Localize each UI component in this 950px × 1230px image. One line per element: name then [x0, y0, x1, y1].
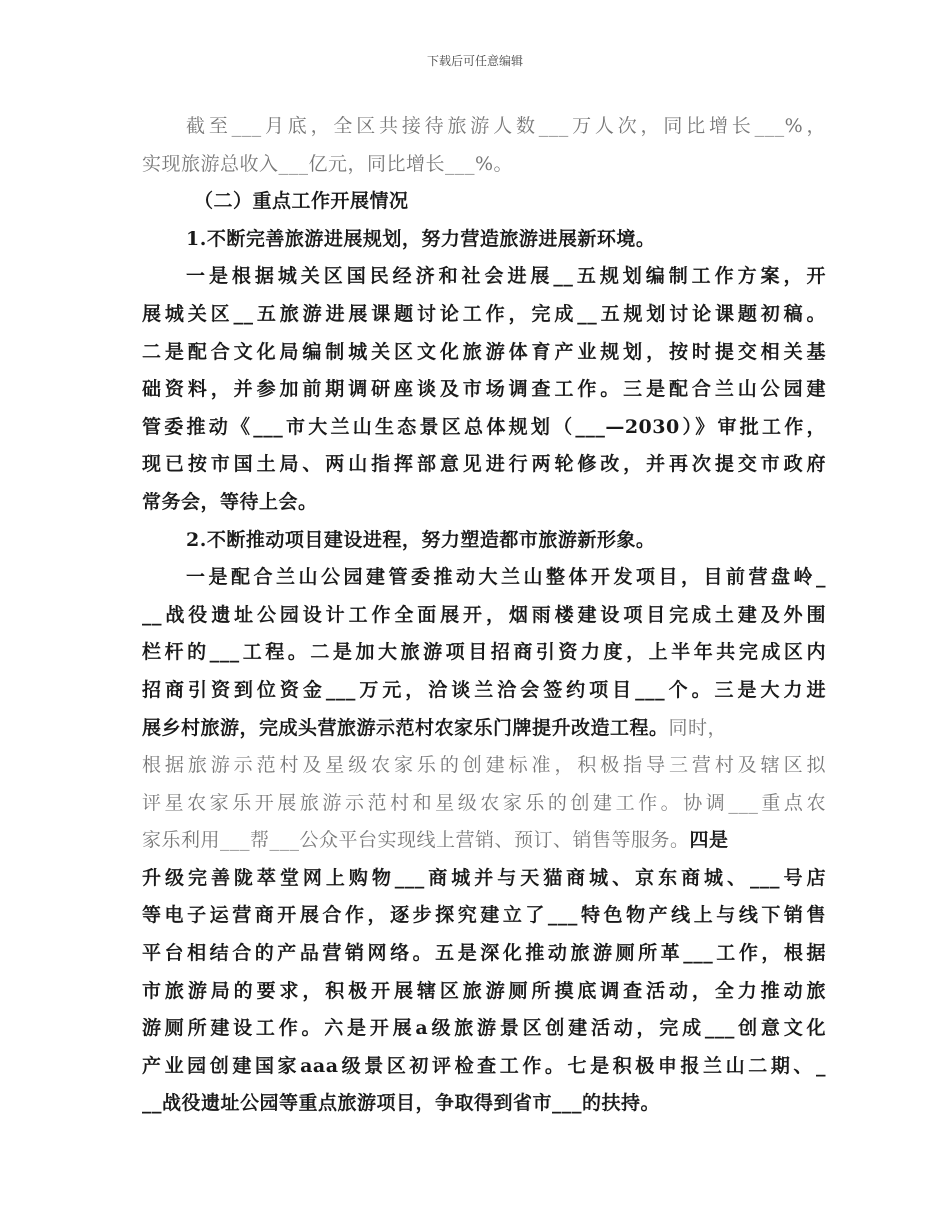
- paragraph-line: 一是配合兰山公园建管委推动大兰山整体开发项目，目前营盘岭_: [186, 566, 826, 589]
- section-heading: （二）重点工作开展情况: [194, 190, 409, 213]
- subsection-heading: 1.不断完善旅游进展规划，努力营造旅游进展新环境。: [186, 227, 656, 250]
- paragraph-line: 截至___月底，全区共接待旅游人数___万人次，同比增长___%，: [186, 115, 826, 137]
- paragraph-segment: 展乡村旅游，完成头营旅游示范村农家乐门牌提升改造工程。: [142, 716, 669, 739]
- document-body: [142, 108, 826, 1123]
- subsection-heading: 2.不断推动项目建设进程，努力塑造都市旅游新形象。: [186, 528, 656, 551]
- paragraph-line: 平台相结合的产品营销网络。五是深化推动旅游厕所革___工作，根据: [142, 942, 826, 965]
- paragraph-line: 游厕所建设工作。六是开展a级旅游景区创建活动，完成___创意文化: [142, 1017, 826, 1040]
- paragraph-line-mixed: [142, 710, 826, 748]
- paragraph-line: 等电子运营商开展合作，逐步探究建立了___特色物产线上与线下销售: [142, 904, 826, 927]
- paragraph-line: 评星农家乐开展旅游示范村和星级农家乐的创建工作。协调___重点农: [142, 791, 826, 814]
- paragraph-line: 招商引资到位资金___万元，洽谈兰洽会签约项目___个。三是大力进: [142, 678, 826, 701]
- paragraph-line-mixed: [142, 822, 826, 860]
- paragraph-line: 现已按市国土局、两山指挥部意见进行两轮修改，并再次提交市政府: [142, 453, 826, 476]
- paragraph-line: __战役遗址公园设计工作全面展开，烟雨楼建设项目完成土建及外围: [142, 603, 826, 626]
- paragraph-line: 一是根据城关区国民经济和社会进展__五规划编制工作方案，开: [186, 265, 826, 288]
- paragraph-line: 根据旅游示范村及星级农家乐的创建标准，积极指导三营村及辖区拟: [142, 754, 826, 777]
- paragraph-line: 础资料，并参加前期调研座谈及市场调查工作。三是配合兰山公园建: [142, 378, 826, 401]
- paragraph-segment: 同时，: [668, 716, 728, 739]
- paragraph-line: 管委推动《___市大兰山生态景区总体规划（___—2030）》审批工作，: [142, 415, 826, 438]
- paragraph-line: 展城关区__五旅游进展课题讨论工作，完成__五规划讨论课题初稿。: [142, 302, 826, 325]
- paragraph-line: 市旅游局的要求，积极开展辖区旅游厕所摸底调查活动，全力推动旅: [142, 979, 826, 1002]
- paragraph-line: __战役遗址公园等重点旅游项目，争取得到省市___的扶持。: [142, 1092, 661, 1115]
- paragraph-line: 二是配合文化局编制城关区文化旅游体育产业规划，按时提交相关基: [142, 340, 826, 363]
- paragraph-line: 产业园创建国家aaa级景区初评检查工作。七是积极申报兰山二期、_: [142, 1054, 826, 1077]
- page-header: 下载后可任意编辑: [426, 54, 523, 68]
- paragraph-line: 栏杆的___工程。二是加大旅游项目招商引资力度，上半年共完成区内: [142, 641, 826, 664]
- paragraph-line: 常务会，等待上会。: [142, 490, 318, 513]
- paragraph-segment: 四是: [689, 829, 729, 852]
- paragraph-line: 实现旅游总收入___亿元，同比增长___%。: [142, 152, 514, 175]
- paragraph-segment: 家乐利用___帮___公众平台实现线上营销、预订、销售等服务。: [142, 829, 690, 852]
- paragraph-line: 升级完善陇萃堂网上购物___商城并与天猫商城、京东商城、___号店: [142, 866, 826, 889]
